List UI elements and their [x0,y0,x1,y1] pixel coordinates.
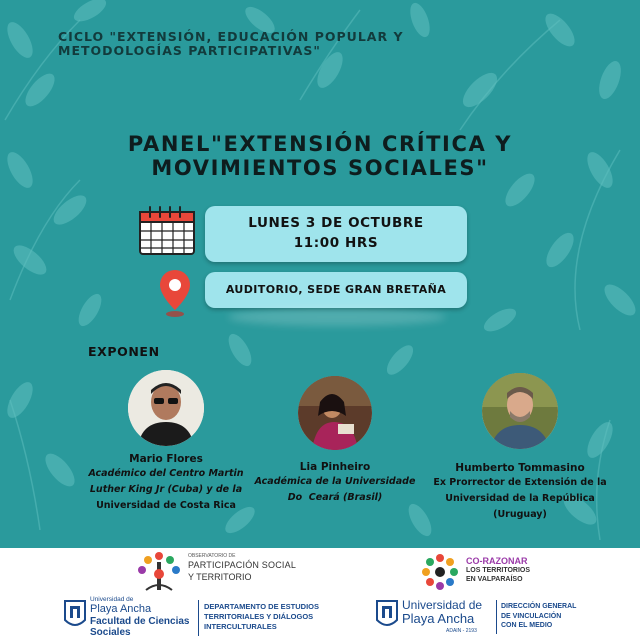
corazonar-line-3: EN VALPARAÍSO [466,576,523,583]
speaker-card-mario-flores [82,370,250,514]
speaker-name: Lia Pinheiro [299,461,371,473]
event-time: 11:00 HRS [293,235,379,251]
speaker-name: Humberto Tommasino [455,462,585,474]
event-date: LUNES 3 DE OCTUBRE [248,215,424,231]
speaker-photo-humberto-tommasino [482,373,558,449]
avatar [298,376,372,450]
upla-direccion-logo [376,598,506,638]
observatorio-logo [136,550,336,594]
departamento-line-2: TERRITORIALES Y DIÁLOGOS [204,612,314,621]
departamento-line-3: INTERCULTURALES [204,622,277,631]
sponsor-footer [0,548,640,640]
upla-facultad-logo [64,596,204,638]
corazonar-logo-icon [420,552,460,592]
calendar-icon [136,204,200,258]
event-venue-pill [205,272,467,308]
pill-shadow [228,308,446,326]
speaker-desc-line: Universidad de Costa Rica [96,500,236,511]
footer-divider [496,600,497,634]
speaker-card-lia-pinheiro [250,376,420,506]
panel-title-line-1: PANEL"EXTENSIÓN CRÍTICA Y [127,132,513,156]
speaker-desc-line: Do Ceará (Brasil) [287,492,383,503]
upla-small-label: Universidad de [90,596,134,603]
observatorio-line-2: Y TERRITORIO [188,572,252,582]
speaker-desc-line: Académico del Centro Martin [88,468,244,479]
event-venue: AUDITORIO, SEDE GRAN BRETAÑA [225,283,447,296]
direccion-line-3: CON EL MEDIO [501,622,553,629]
observatorio-line-1: PARTICIPACIÓN SOCIAL [188,560,297,570]
panel-title [40,132,600,180]
upla-big-label: Playa Ancha [90,603,152,615]
avatar [128,370,204,446]
departamento-label [204,602,354,632]
upla-2-line-1: Universidad de [402,598,483,612]
speaker-desc-line: Universidad de la República [445,493,595,504]
speaker-photo-lia-pinheiro [298,376,372,450]
panel-title-line-2: MOVIMIENTOS SOCIALES" [151,156,489,180]
corazonar-line-2: LOS TERRITORIOS [466,567,531,574]
facultad-line-1: Facultad de Ciencias [90,616,190,627]
corazonar-logo [420,552,590,596]
upla-2-sub: ADAIN - 2193 [446,628,477,634]
direccion-line-2: DE VINCULACIÓN [501,612,562,620]
upla-shield-icon [376,600,398,630]
footer-divider [198,600,199,636]
speaker-card-humberto-tommasino [420,373,620,523]
direccion-label [501,602,621,631]
speaker-desc-line: Académica de la Universidade [254,476,416,487]
observatorio-logo-icon [136,550,182,592]
direccion-line-1: DIRECCIÓN GENERAL [501,603,577,610]
event-date-pill [205,206,467,262]
speaker-name: Mario Flores [129,453,203,465]
departamento-line-1: DEPARTAMENTO DE ESTUDIOS [204,602,320,611]
observatorio-small-label: OBSERVATORIO DE [188,553,236,559]
speaker-desc-line: Luther King Jr (Cuba) y de la [89,484,243,495]
upla-shield-icon [64,600,86,630]
location-pin-icon [158,268,192,318]
facultad-line-2: Sociales [90,627,131,638]
speakers-heading: EXPONEN [88,344,160,359]
series-title: CICLO "EXTENSIÓN, EDUCACIÓN POPULAR Y METODOLOGÍAS PARTICIPATIVAS" [58,29,404,58]
speaker-desc-line: (Uruguay) [493,509,547,520]
speaker-desc-line: Ex Prorrector de Extensión de la [433,477,607,488]
upla-2-line-2: Playa Ancha [402,611,475,626]
avatar [482,373,558,449]
speaker-photo-mario-flores [128,370,204,446]
corazonar-line-1: CO-RAZONAR [466,556,528,566]
